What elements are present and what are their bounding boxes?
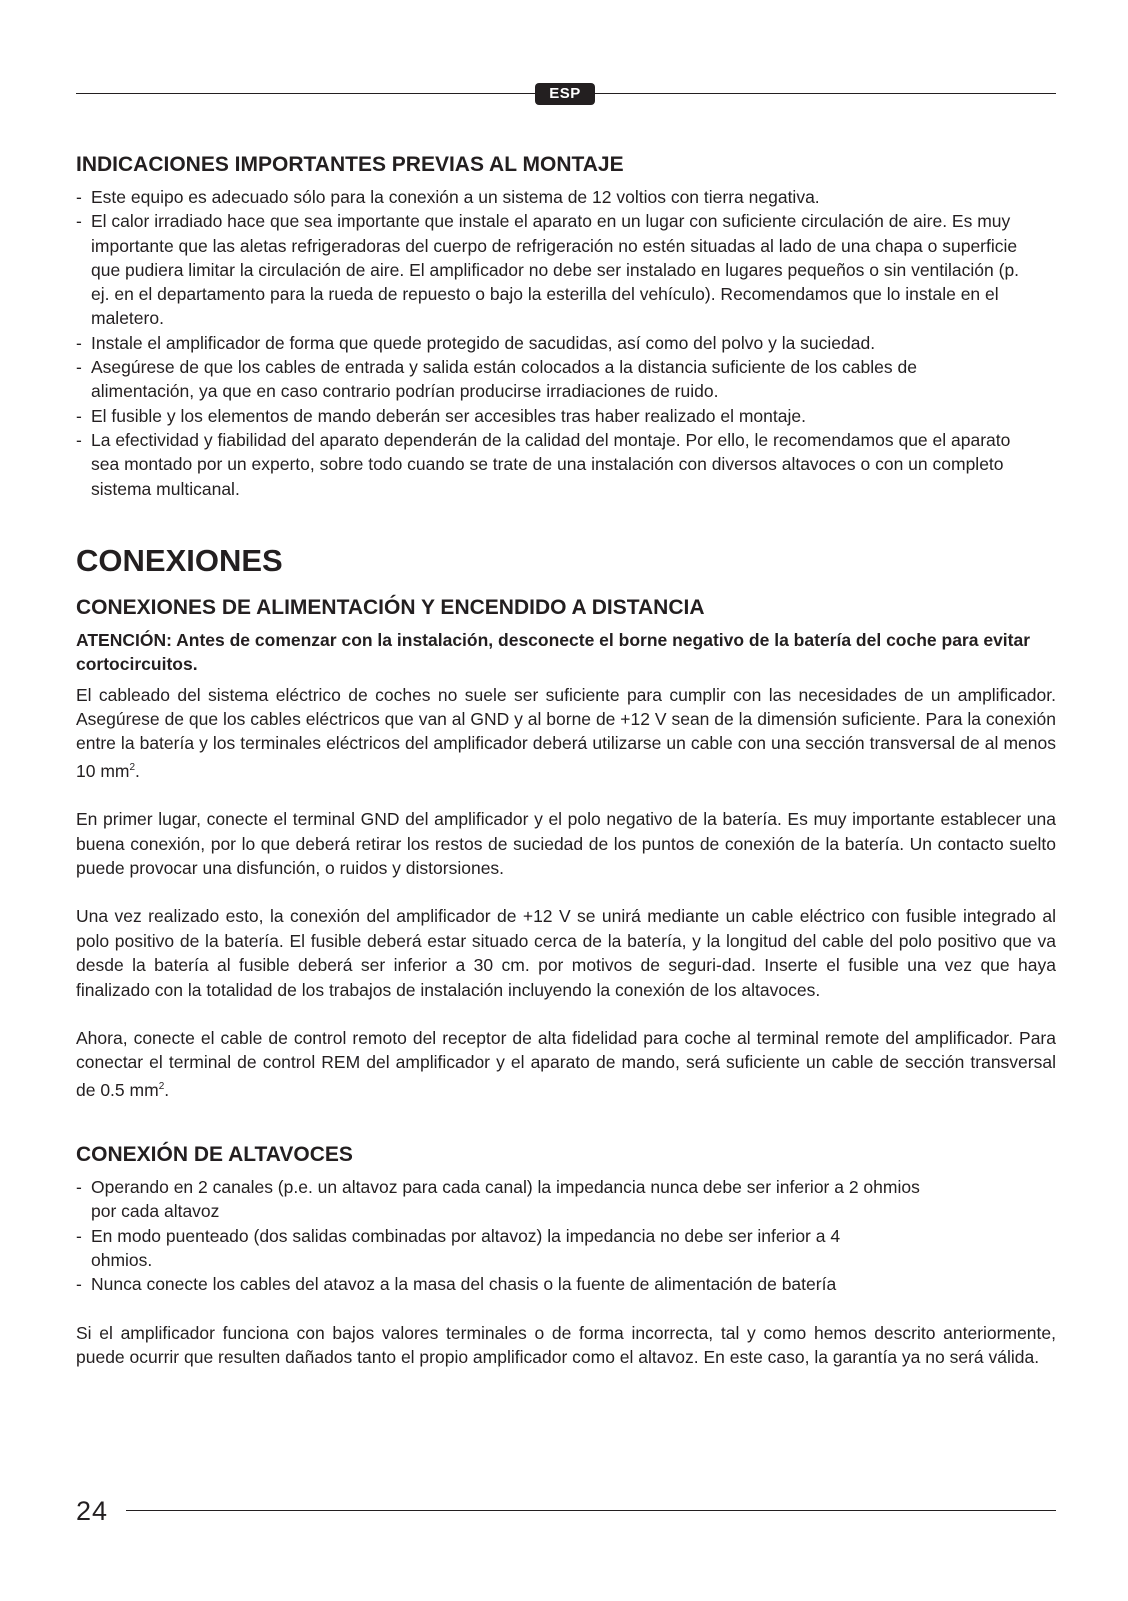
- paragraph-remote: Ahora, conecte el cable de control remoto del receptor de alta fidelidad para coche al terminal remote del amplificador. Para conectar el terminal de control REM del amplificador y el aparato de mando, será suficiente un cable de sección transversal de 0.5 $mm^2$.: [76, 1027, 1056, 1100]
- list-item: - Nunca conecte los cables del atavoz a la masa del chasis o la fuente de alimentación de batería: [76, 1272, 1056, 1296]
- subsection-title-alimentacion: CONEXIONES DE ALIMENTACIÓN Y ENCENDIDO A DISTANCIA: [76, 595, 705, 619]
- list-item: - En modo puenteado (dos salidas combinadas por altavoz) la impedancia no debe ser inferior a 4 ohmios.: [76, 1224, 861, 1273]
- paragraph-garantia: Si el amplificador funciona con bajos valores terminales o de forma incorrecta, tal y como hemos descrito anteriormente, puede ocurrir que resulten dañados tanto el propio amplificador como el altavoz. En este caso, la garantía ya no será válida.: [76, 1322, 1056, 1367]
- paragraph-gnd: En primer lugar, conecte el terminal GND del amplificador y el polo negativo de la batería. Es muy importante establecer una buena conexión, por lo que deberá retirar los restos de suciedad de los puntos de conexión de la batería. Un contacto suelto puede provocar una disfunción, o ruidos y distorsiones.: [76, 809, 1056, 878]
- list-item: - La efectividad y fiabilidad del aparato dependerán de la calidad del montaje. Por ello, le recomendamos que el aparato sea montado por un experto, sobre todo cuando se trate de una instalación con diversos altavoces o con un completo sistema multicanal.: [76, 428, 1026, 501]
- page-number: 24: [76, 1496, 109, 1526]
- footer-rule: [126, 1510, 1056, 1511]
- list-item: - Este equipo es adecuado sólo para la conexión a un sistema de 12 voltios con tierra negativa.: [76, 185, 941, 209]
- warning-text: ATENCIÓN: Antes de comenzar con la instalación, desconecte el borne negativo de la batería del coche para evitar cortocircuitos.: [76, 629, 1031, 675]
- subsection-title-altavoces: CONEXIÓN DE ALTAVOCES: [76, 1143, 353, 1167]
- list-item: - El fusible y los elementos de mando deberán ser accesibles tras haber realizado el montaje.: [76, 404, 1056, 428]
- list-item: - Operando en 2 canales (p.e. un altavoz para cada canal) la impedancia nunca debe ser inferior a 2 ohmios por cada altavoz: [76, 1175, 946, 1224]
- paragraph-fusible: Una vez realizado esto, la conexión del amplificador de +12 V se unirá mediante un cable eléctrico con fusible integrado al polo positivo de la batería. El fusible deberá estar situado cerca de la batería, y la longitud del cable del polo positivo que va desde la batería al fusible deberá ser inferior a 30 cm. por motivos de seguri-dad. Inserte el fusible una vez que haya finalizado con la totalidad de los trabajos de instalación incluyendo la conexión de los altavoces.: [76, 906, 1056, 1000]
- altavoces-list: [76, 1175, 1056, 1296]
- section-title-conexiones: CONEXIONES: [76, 542, 283, 578]
- list-item: - Instale el amplificador de forma que quede protegido de sacudidas, así como del polvo y la suciedad.: [76, 331, 1056, 355]
- list-item: - Asegúrese de que los cables de entrada y salida están colocados a la distancia suficiente de los cables de alimentación, ya que en caso contrario podrían producirse irradiaciones de ruido.: [76, 355, 946, 404]
- section-title-indicaciones: INDICACIONES IMPORTANTES PREVIAS AL MONTAJE: [76, 153, 624, 176]
- page-content: [76, 152, 1056, 1369]
- paragraph-cableado: El cableado del sistema eléctrico de coches no suele ser suficiente para cumplir con las necesidades de un amplificador. Asegúrese de que los cables eléctricos que van al GND y al borne de +12 V sean de la dimensión suficiente. Para la conexión entre la batería y los terminales eléctricos del amplificador deberá utilizarse un cable con una sección transversal de al menos 10 $mm^2$.: [76, 684, 1056, 781]
- language-badge: ESP: [535, 83, 595, 105]
- list-item: - El calor irradiado hace que sea importante que instale el aparato en un lugar con suficiente circulación de aire. Es muy importante que las aletas refrigeradoras del cuerpo de refrigeración no estén situadas al lado de una chapa o superficie que pudiera limitar la circulación de aire. El amplificador no debe ser instalado en lugares pequeños o sin ventilación (p. ej. en el departamento para la rueda de repuesto o bajo la esterilla del vehículo). Recomendamos que lo instale en el maletero.: [76, 209, 1031, 330]
- indicaciones-list: [76, 185, 1056, 501]
